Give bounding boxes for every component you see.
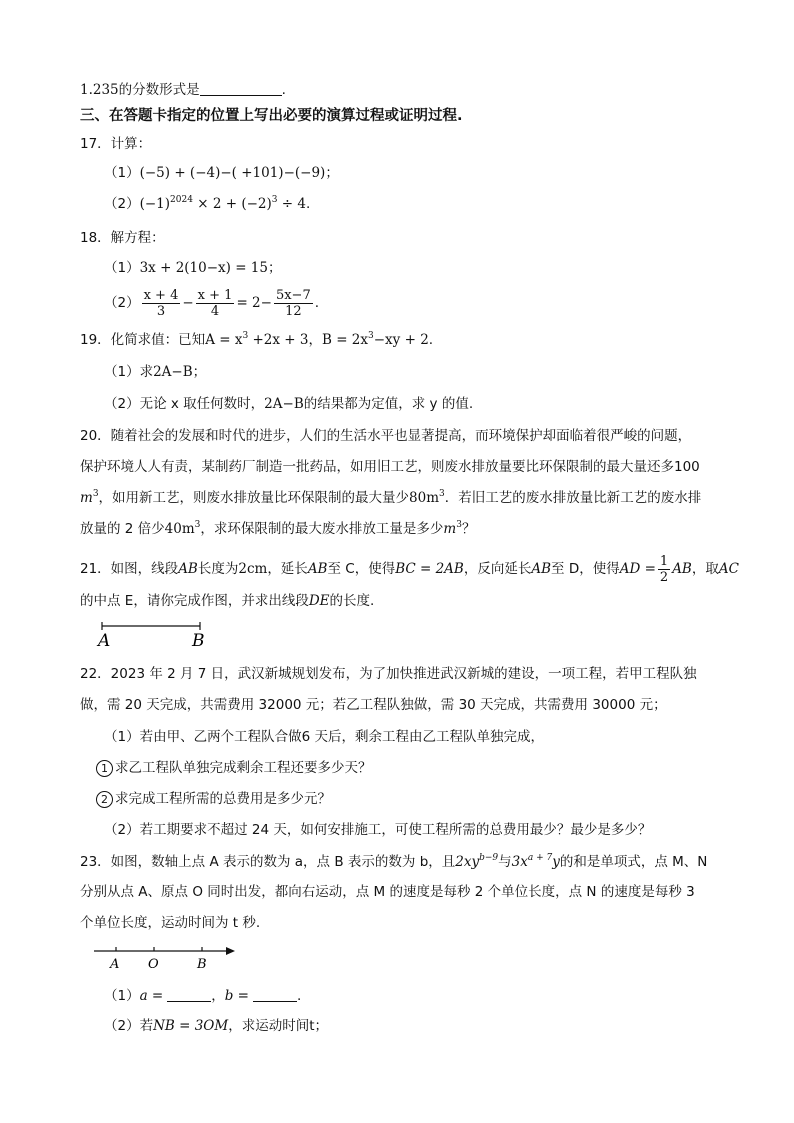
q19-part2-number: （2）无论 x 取任何数时， [104, 396, 265, 412]
q18-part2 [104, 286, 319, 320]
q22-part2: （2）若工期要求不超过 24 天，如何安排施工，可使工程所需的总费用最少？最少是多少？ [104, 822, 652, 838]
q21-ab2: AB [307, 561, 328, 577]
q16-fill-blank [80, 80, 286, 100]
q19-part2-rest: 的结果都为定值，求 y 的值. [303, 396, 474, 412]
q21-segment-figure [90, 618, 220, 652]
q23-part1 [104, 986, 301, 1006]
q18-fraction-1: $\frac{x + 4}{3}$ [143, 287, 179, 319]
q17-part2-tail: ÷ 4 [277, 196, 306, 212]
q17-part2-exponent: 2024 [170, 195, 193, 205]
q23-line1 [80, 852, 707, 872]
q20-line3-b: ．若旧工艺的废水排放量比新工艺的废水排 [444, 490, 702, 506]
q23-arrow-icon [226, 947, 235, 955]
q21-ad: AD = [619, 561, 656, 577]
q18-part2-number: （2） [104, 295, 140, 311]
q17-part2 [104, 194, 310, 214]
q21-line2 [80, 591, 374, 611]
q20-line1: 20．随着社会的发展和时代的进步，人们的生活水平也显著提高，而环境保护却面临着很严峻的问题， [80, 428, 692, 444]
q21-l1-e: ，反向延长 [463, 561, 532, 577]
q20-line4-end: ？ [461, 521, 476, 537]
q19-b-definition: B = 2x [321, 332, 369, 348]
q17-part2-mid: × 2 + (−2) [192, 196, 272, 212]
q23-term2-y: y [552, 854, 560, 870]
q19-end: . [428, 332, 434, 348]
q16-text: 的分数形式是 [118, 82, 200, 98]
q20-line4-unit: m [443, 521, 457, 537]
q20-line4 [80, 519, 475, 539]
q21-half-fraction: $\frac{1}{2}$ [659, 553, 669, 585]
q23-part2-expression: NB = 3OM [153, 1018, 229, 1034]
q21-l2-a: 的中点 E，请你完成作图，并求出线段 [80, 593, 309, 609]
q21-l2-b: 的长度. [329, 593, 375, 609]
q21-l1-g: ，取 [691, 561, 719, 577]
q23-term1-exponent: b−9 [479, 853, 499, 863]
q21-l1-a: 21．如图，线段 [80, 561, 179, 577]
q17-part2-base: (−1) [139, 196, 171, 212]
q20-line2: 保护环境人人有责，某制药厂制造一批药品，如用旧工艺，则废水排放量要比环保限制的最大量还多100 [80, 459, 700, 475]
q22-subpart2 [96, 789, 331, 809]
q21-label-a: A [98, 631, 111, 651]
q23-label-b: B [197, 957, 207, 972]
q17-part1 [104, 163, 339, 183]
q19-part1-end: ； [192, 364, 207, 380]
q19-b-exponent: 3 [368, 331, 374, 341]
q20-line4-value-exponent: 3 [194, 520, 201, 530]
q22-subpart2-text: 求完成工程所需的总费用是多少元？ [115, 791, 331, 807]
q23-a-equals: a = [139, 988, 164, 1004]
q20-line4-a: 放量的 2 倍少 [80, 521, 165, 537]
q17-label: 17．计算： [80, 136, 152, 152]
q17-part1-number: （1） [104, 165, 140, 181]
q23-b-equals: b = [224, 988, 249, 1004]
q22-subpart1-text: 求乙工程队单独完成剩余工程还要多少天？ [115, 760, 372, 776]
q21-bc: BC = 2AB [395, 561, 464, 577]
q18-part1-equation: 3x + 2(10−x) = 15 [139, 260, 268, 276]
q19-part1 [104, 362, 206, 382]
q19-b-rest: −xy + 2 [373, 332, 429, 348]
q19-part1-number: （1）求 [104, 364, 154, 380]
q21-l1-c: ，延长 [267, 561, 308, 577]
q18-part1 [104, 258, 282, 278]
q17-part2-number: （2） [104, 196, 140, 212]
q18-fraction-2: $\frac{x + 1}{4}$ [197, 287, 233, 319]
q23-line2: 分别从点 A、原点 O 同时出发，都向右运动，点 M 的速度是每秒 2 个单位长度，点 N 的速度是每秒 3 [80, 884, 695, 900]
q21-ab4: AB [672, 561, 692, 577]
q20-line4-unit-exponent: 3 [456, 520, 462, 530]
q17-part1-expression: (−5) + (−4)−( +101)−(−9) [139, 165, 326, 181]
q18-fraction-3: $\frac{5x-7}{12}$ [275, 287, 311, 319]
q18-part1-number: （1） [104, 260, 140, 276]
q21-l1-f: 至 D，使得 [551, 561, 620, 577]
q23-label-a: A [110, 957, 120, 972]
q21-ab: AB [178, 561, 198, 577]
q19-a-exponent: 3 [242, 331, 249, 341]
q19-label: 19．化简求值：已知 [80, 332, 206, 348]
q18-equals: = 2− [236, 295, 272, 311]
q17-part1-end: ； [325, 165, 339, 181]
q21-ac: AC [718, 561, 739, 577]
circled-number-2: 2 [96, 791, 113, 808]
q23-line3: 个单位长度，运动时间为 t 秒. [80, 915, 261, 931]
q23-term1: 2xy [455, 854, 480, 870]
q19-separator: ， [308, 332, 322, 348]
q22-line1: 22．2023 年 2 月 7 日，武汉新城规划发布，为了加快推进武汉新城的建设，一项工程，若甲工程队独 [80, 666, 697, 682]
q23-l1-a: 23．如图，数轴上点 A 表示的数为 a，点 B 表示的数为 b，且 [80, 854, 456, 870]
q19-a-rest: +2x + 3 [248, 332, 309, 348]
q23-part2 [104, 1016, 328, 1036]
q23-part1-separator: ， [211, 988, 225, 1004]
q23-part1-number: （1） [104, 988, 140, 1004]
q22-line2: 做，需 20 天完成，共需费用 32000 元；若乙工程队独做，需 30 天完成，共需费用 30000 元； [80, 697, 667, 713]
q18-part1-end: ； [268, 260, 282, 276]
q21-line1 [80, 552, 739, 586]
q19-part2 [104, 394, 473, 414]
q21-length: 2cm [238, 561, 268, 577]
q23-l1-c: 的和是单项式，点 M、N [559, 854, 708, 870]
q16-answer-blank[interactable] [200, 81, 282, 96]
q19-part2-expression: 2A−B [264, 396, 304, 412]
q21-de: DE [308, 593, 330, 609]
q23-answer-a-blank[interactable] [167, 987, 211, 1002]
q20-unit-exponent: 3 [92, 489, 99, 499]
q19-a-definition: A = x [205, 332, 243, 348]
q21-label-b: B [192, 631, 205, 651]
q21-ab3: AB [531, 561, 552, 577]
q21-l1-b: 长度为 [197, 561, 239, 577]
q17-part2-end: . [305, 196, 311, 212]
q22-part1: （1）若由甲、乙两个工程队合做6 天后，剩余工程由乙工程队单独完成， [104, 729, 544, 745]
q23-part2-rest: ，求运动时间t； [228, 1018, 328, 1034]
q23-answer-b-blank[interactable] [253, 987, 297, 1002]
q17-part2-exponent2: 3 [271, 195, 278, 205]
q21-l1-d: 至 C，使得 [327, 561, 396, 577]
q16-number: 1.235 [80, 82, 119, 98]
q19-statement [80, 330, 433, 350]
section-3-heading: 三、在答题卡指定的位置上写出必要的演算过程或证明过程. [80, 108, 463, 124]
q20-line3-a: ，如用新工艺，则废水排放量比环保限制的最大量少 [98, 490, 410, 506]
q20-line3-value: 80m [409, 490, 440, 506]
q19-part1-expression: 2A−B [153, 364, 193, 380]
q23-term2-exponent: a + 7 [527, 853, 553, 863]
q18-minus: − [182, 295, 194, 311]
q20-line4-b: ，求环保限制的最大废水排放工量是多少 [200, 521, 444, 537]
q23-number-line [90, 940, 240, 972]
q23-part1-end: . [297, 988, 302, 1004]
q23-label-o: O [148, 957, 159, 972]
q23-term2: 3x [511, 854, 528, 870]
q20-line3-value-exponent: 3 [439, 489, 445, 499]
q18-label: 18．解方程： [80, 230, 165, 246]
q22-subpart1 [96, 758, 372, 778]
q23-l1-b: 与 [498, 854, 512, 870]
q23-part2-number: （2）若 [104, 1018, 154, 1034]
q20-unit: m [80, 490, 93, 506]
circled-number-1: 1 [96, 760, 113, 777]
q16-end: . [281, 82, 286, 98]
q20-line3 [80, 488, 701, 508]
q20-line4-value: 40m [164, 521, 195, 537]
q18-part2-end: . [314, 295, 320, 311]
